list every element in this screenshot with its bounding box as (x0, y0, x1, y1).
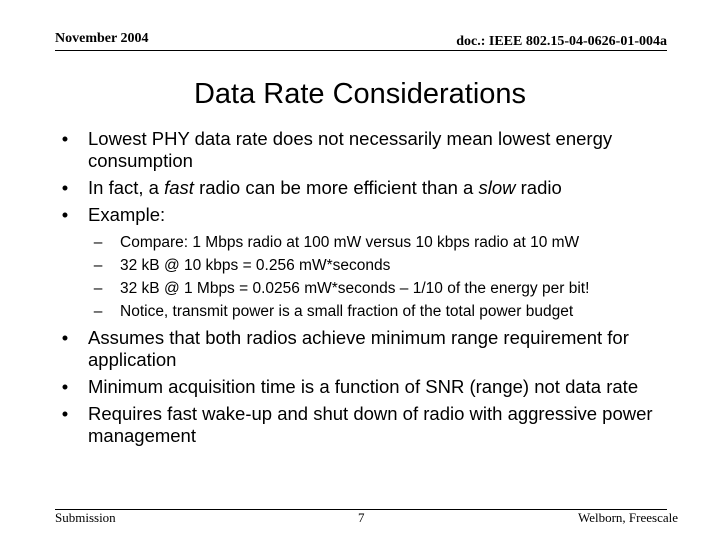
bullet-text: Example: (88, 204, 166, 225)
dash-marker: – (93, 303, 103, 320)
slide-title: Data Rate Considerations (193, 78, 527, 110)
bullet-emphasis-slow: slow (478, 177, 516, 198)
bullet-list (58, 128, 668, 452)
header-date: November 2004 (55, 31, 149, 46)
bullet-marker: • (61, 327, 69, 348)
bullet-item (58, 177, 668, 199)
dash-marker: – (93, 280, 103, 297)
bullet-item (58, 403, 668, 447)
dash-marker: – (93, 234, 103, 251)
header-doc-id: doc.: IEEE 802.15-04-0626-01-004a (456, 34, 667, 49)
bullet-marker: • (61, 177, 69, 198)
bullet-marker: • (61, 128, 69, 149)
header-divider (55, 50, 667, 51)
bullet-marker: • (61, 403, 69, 424)
bullet-text: Assumes that both radios achieve minimum range requirement for application (88, 327, 629, 370)
bullet-text: Requires fast wake-up and shut down of radio with aggressive power management (88, 403, 653, 446)
bullet-item (58, 128, 668, 172)
dash-marker: – (93, 257, 103, 274)
sub-bullet-item (88, 233, 668, 253)
footer-author: Welborn, Freescale (577, 510, 678, 525)
bullet-marker: • (61, 204, 69, 225)
sub-bullet-item (88, 279, 668, 299)
sub-bullet-text: 32 kB @ 1 Mbps = 0.0256 mW*seconds – 1/10 of the energy per bit! (120, 280, 590, 297)
sub-bullet-item (88, 302, 668, 322)
bullet-text: Lowest PHY data rate does not necessarily mean lowest energy consumption (88, 128, 613, 171)
sub-bullet-item (88, 256, 668, 276)
sub-bullet-list (88, 233, 668, 322)
bullet-item (58, 376, 668, 398)
bullet-item (58, 204, 668, 322)
sub-bullet-text: Notice, transmit power is a small fraction of the total power budget (120, 303, 574, 320)
bullet-text-pre: In fact, a (88, 177, 165, 198)
footer-page-number: 7 (358, 510, 365, 525)
sub-bullet-text: 32 kB @ 10 kbps = 0.256 mW*seconds (120, 257, 391, 274)
sub-bullet-text: Compare: 1 Mbps radio at 100 mW versus 10 kbps radio at 10 mW (120, 234, 580, 251)
bullet-item (58, 327, 668, 371)
bullet-emphasis-fast: fast (164, 177, 194, 198)
footer-submission: Submission (55, 510, 116, 525)
bullet-text-mid: radio can be more efficient than a (193, 177, 479, 198)
bullet-text: Minimum acquisition time is a function of SNR (range) not data rate (88, 376, 639, 397)
bullet-text-post: radio (515, 177, 562, 198)
bullet-marker: • (61, 376, 69, 397)
